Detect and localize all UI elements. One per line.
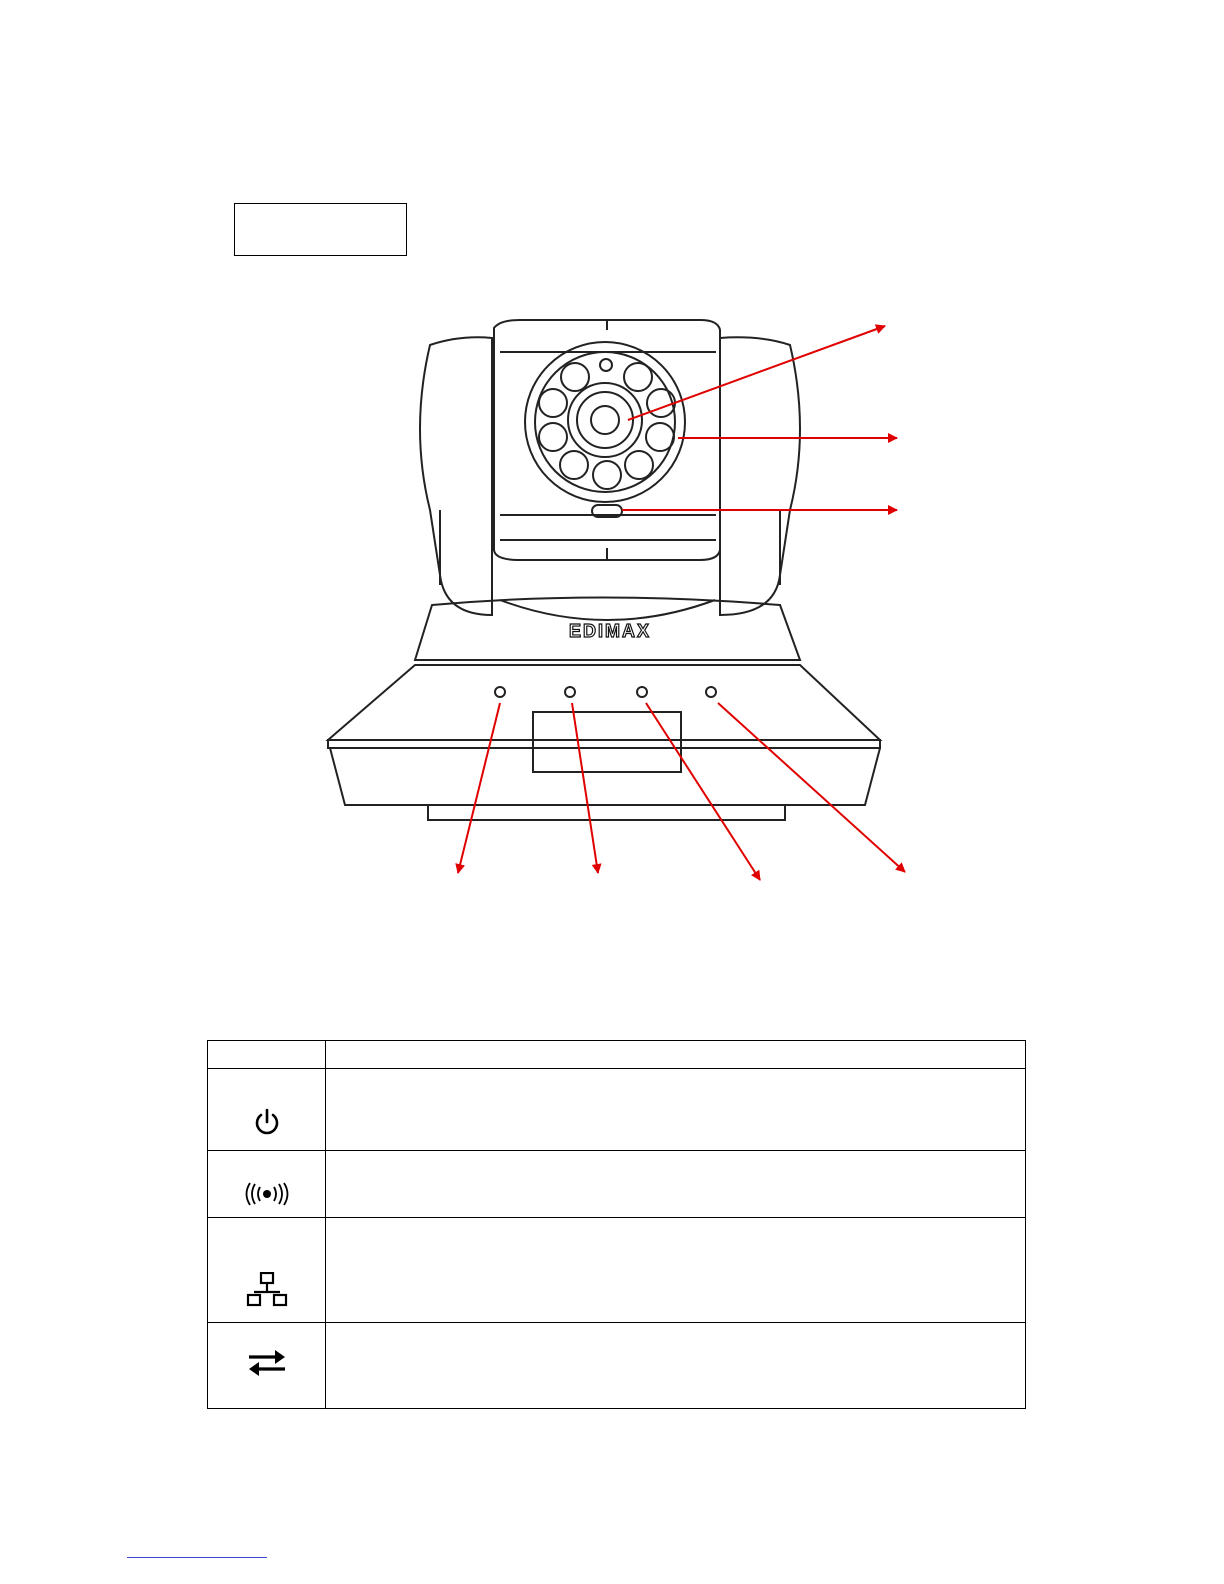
table-row [208, 1069, 1026, 1151]
description-cell [326, 1218, 1026, 1323]
callout-arrow-led-wireless [572, 703, 598, 873]
callout-arrow-led-power [458, 703, 500, 873]
callout-arrow-led-network [646, 703, 760, 880]
header-led [208, 1041, 326, 1069]
description-cell [326, 1069, 1026, 1151]
icon-cell [208, 1218, 326, 1323]
camera-illustration [328, 320, 880, 820]
header-description [326, 1041, 1026, 1069]
network-icon [246, 1272, 288, 1308]
icon-cell [208, 1151, 326, 1218]
led-status-table [207, 1040, 1026, 1409]
description-cell [326, 1151, 1026, 1218]
table-row [208, 1151, 1026, 1218]
icon-cell [208, 1323, 326, 1409]
wireless-icon [245, 1182, 289, 1206]
table-row [208, 1323, 1026, 1409]
callout-arrow-led-activity [718, 703, 905, 872]
edimax-logo: EDIMAX [568, 621, 652, 641]
power-icon [252, 1106, 282, 1138]
footer-link-underline[interactable] [127, 1557, 267, 1558]
table-row [208, 1218, 1026, 1323]
callout-arrow-lens [628, 326, 885, 420]
activity-icon [245, 1348, 289, 1378]
table-header-row [208, 1041, 1026, 1069]
description-cell [326, 1323, 1026, 1409]
icon-cell [208, 1069, 326, 1151]
